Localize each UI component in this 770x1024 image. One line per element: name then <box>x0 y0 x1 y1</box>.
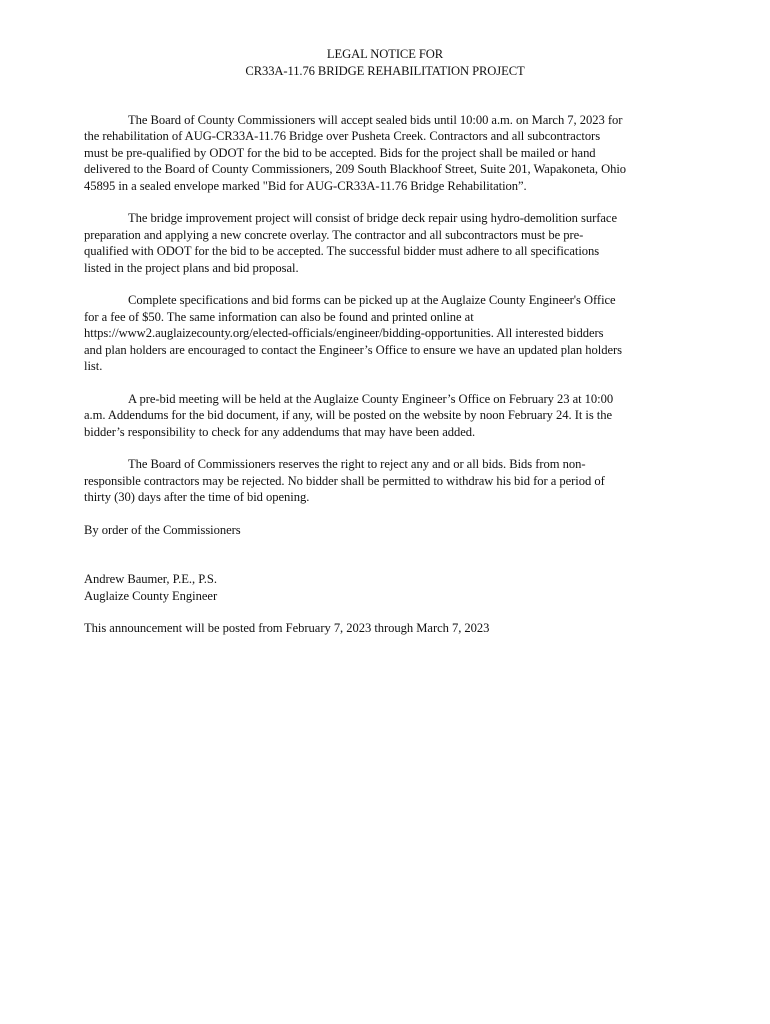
specifications-paragraph <box>84 292 692 374</box>
paragraph-line: Complete specifications and bid forms can be picked up at the Auglaize County Engineer's Office <box>128 293 616 308</box>
bid-deadline-paragraph <box>84 112 692 194</box>
paragraph-line: bidder’s responsibility to check for any addendums that may have been added. <box>84 424 476 439</box>
posting-spacer <box>84 604 692 620</box>
paragraph-line: a.m. Addendums for the bid document, if any, will be posted on the website by noon February 24. It is the <box>84 408 613 423</box>
paragraph-line: listed in the project plans and bid proposal. <box>84 260 299 275</box>
paragraph-line: The bridge improvement project will consist of bridge deck repair using hydro-demolition surface <box>128 211 618 226</box>
paragraph-line: The Board of Commissioners reserves the right to reject any and or all bids. Bids from non- <box>128 457 586 472</box>
paragraph-line: 45895 in a sealed envelope marked "Bid for AUG-CR33A-11.76 Bridge Rehabilitation”. <box>84 178 527 193</box>
paragraph-line: must be pre-qualified by ODOT for the bid to be accepted. Bids for the project shall be mailed or hand <box>84 145 596 160</box>
notice-heading-line-1: LEGAL NOTICE FOR <box>326 47 444 61</box>
posting-note: This announcement will be posted from February 7, 2023 through March 7, 2023 <box>84 621 490 636</box>
paragraph-line: list. <box>84 359 103 374</box>
signature-spacer <box>84 538 692 571</box>
paragraph-line: thirty (30) days after the time of bid opening. <box>84 490 310 505</box>
closing-line: By order of the Commissioners <box>84 523 241 538</box>
notice-heading-line-2: CR33A-11.76 BRIDGE REHABILITATION PROJECT <box>245 64 525 78</box>
paragraph-line: qualified with ODOT for the bid to be accepted. The successful bidder must adhere to all specifications <box>84 244 600 259</box>
pre-bid-meeting-paragraph <box>84 391 692 440</box>
paragraph-line: responsible contractors may be rejected. No bidder shall be permitted to withdraw his bid for a period of <box>84 473 605 488</box>
signer-name: Andrew Baumer, P.E., P.S. <box>84 572 217 587</box>
paragraph-line: the rehabilitation of AUG-CR33A-11.76 Bridge over Pusheta Creek. Contractors and all subcontractors <box>84 129 601 144</box>
paragraph-line: delivered to the Board of County Commissioners, 209 South Blackhoof Street, Suite 201, Wapakoneta, Ohio <box>84 162 627 177</box>
project-scope-paragraph <box>84 210 692 276</box>
paragraph-line: and plan holders are encouraged to contact the Engineer’s Office to ensure we have an updated plan holders <box>84 342 623 357</box>
bidding-url-line: https://www2.auglaizecounty.org/elected-officials/engineer/bidding-opportunities. All interested bidders <box>84 326 604 341</box>
paragraph-line: preparation and applying a new concrete overlay. The contractor and all subcontractors must be pre- <box>84 227 584 242</box>
paragraph-line: A pre-bid meeting will be held at the Auglaize County Engineer’s Office on February 23 at 10:00 <box>128 391 614 406</box>
notice-body <box>84 112 692 637</box>
signer-title: Auglaize County Engineer <box>84 588 218 603</box>
paragraph-line: The Board of County Commissioners will accept sealed bids until 10:00 a.m. on March 7, 2023 for <box>128 113 623 127</box>
rejection-rights-paragraph <box>84 456 692 505</box>
paragraph-line: for a fee of $50. The same information can also be found and printed online at <box>84 309 474 324</box>
